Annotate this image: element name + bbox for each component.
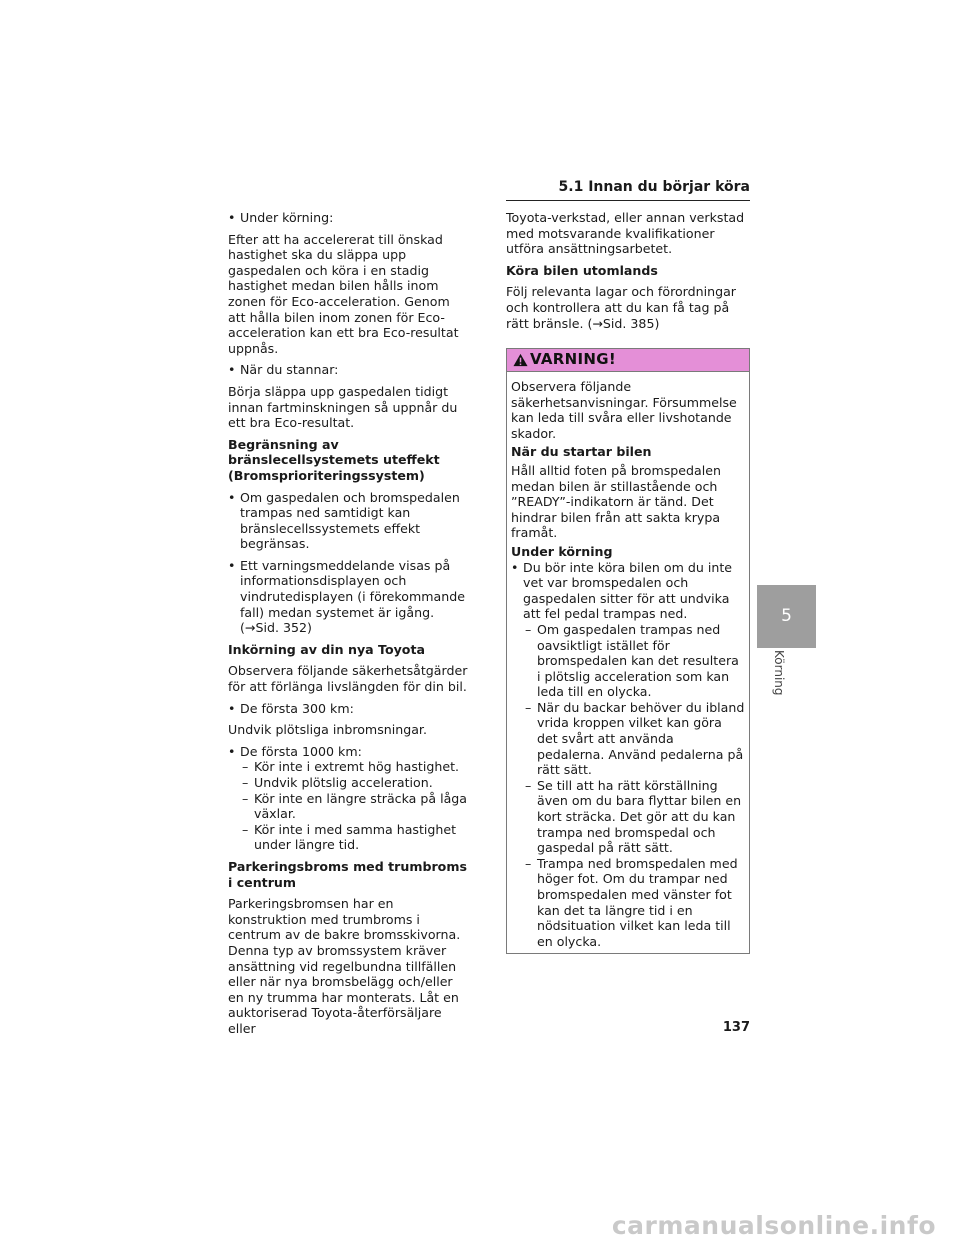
- paragraph-eco-acceleration: Efter att ha accelererat till önskad hastighet ska du släppa upp gaspedalen och köra i en stadig hastighet medan bilen hålls inom zonen för Eco-acceleration. Genom att hålla bilen inom zonen för Eco-acceleration kan ett bra Eco-resultat uppnås.: [228, 231, 459, 356]
- warning-triangle-icon: [513, 353, 528, 367]
- paragraph-utomlands: Följ relevanta lagar och förordningar och kontrollera att du kan få tag på rätt bränsle. (→Sid. 385): [506, 284, 736, 331]
- warning-heading-korning: Under körning: [511, 543, 613, 559]
- warning-body: [507, 372, 749, 953]
- heading-bromsprioritering: Begränsning av bränslecellsystemets uteffekt (Bromsprioriteringssystem): [228, 436, 440, 483]
- dash-item: – Kör inte i med samma hastighet under längre tid.: [228, 822, 468, 853]
- warning-dash-item: – Trampa ned bromspedalen med höger fot. Om du trampar ned bromspedalen med vänster fot kan det ta längre tid i en nödsituation vilket kan leda till en olycka.: [511, 856, 745, 950]
- section-title: 5.1 Innan du börjar köra: [558, 179, 750, 195]
- page-number: 137: [722, 1020, 750, 1035]
- paragraph-parkeringsbroms: Parkeringsbromsen har en konstruktion med trumbroms i centrum av de bakre bromsskivorna. Denna typ av bromssystem kräver ansättning vid regelbundna tillfällen eller när nya bromsbelägg och/eller en ny trumma har monterats. Låt en auktoriserad Toyota-återförsäljare eller: [228, 896, 461, 1036]
- paragraph-verkstad: Toyota-verkstad, eller annan verkstad med motsvarande kvalifikationer utföra ansättningsarbetet.: [506, 210, 745, 257]
- bullet-forsta-1000-km: • De första 1000 km:: [228, 744, 468, 760]
- warning-dash-item: – Om gaspedalen trampas ned oavsiktligt istället för bromspedalen kan det resultera i plötslig acceleration som kan leda till en olycka.: [511, 622, 745, 700]
- paragraph-sakerhetsatgarder: Observera följande säkerhetsåtgärder för att förlänga livslängden för din bil.: [228, 663, 468, 695]
- chapter-number: 5: [781, 605, 792, 626]
- dash-item: – Kör inte en längre sträcka på låga växlar.: [228, 791, 468, 822]
- right-column: [506, 210, 750, 337]
- paragraph-eco-resultat: Börja släppa upp gaspedalen tidigt innan fartminskningen så uppnår du ett bra Eco-resultat.: [228, 383, 458, 431]
- warning-title: VARNING!: [530, 350, 616, 369]
- chapter-label: Körning: [772, 650, 786, 696]
- watermark: carmanualsonline.info: [611, 1211, 936, 1241]
- warning-dash-item: – När du backar behöver du ibland vrida kroppen vilket kan göra det svårt att använda pedalerna. Använd pedalerna på rätt sätt.: [511, 700, 745, 778]
- heading-parkeringsbroms: Parkeringsbroms med trumbroms i centrum: [228, 858, 467, 890]
- bullet-under-korning: • Under körning:: [228, 210, 468, 226]
- bullet-nar-du-stannar: • När du stannar:: [228, 362, 468, 378]
- bullet-forsta-300-km: • De första 300 km:: [228, 701, 468, 717]
- bullet-effekt-begransas: • Om gaspedalen och bromspedalen trampas ned samtidigt kan bränslecellssystemets effekt begränsas.: [228, 490, 468, 552]
- page-header: [506, 178, 750, 201]
- warning-bullet: • Du bör inte köra bilen om du inte vet var bromspedalen och gaspedalen sitter för att undvika att fel pedal trampas ned.: [511, 560, 745, 622]
- warning-heading-start: När du startar bilen: [511, 444, 652, 460]
- chapter-tab: [757, 585, 816, 648]
- warning-box: [506, 348, 750, 954]
- warning-paragraph-start: Håll alltid foten på bromspedalen medan bilen är stillastående och ”READY”-indikatorn är tänd. Det hindrar bilen från att sakta krypa framåt.: [511, 462, 721, 541]
- left-column: [228, 210, 468, 1043]
- dash-item: – Undvik plötslig acceleration.: [228, 775, 468, 791]
- paragraph-inbromsningar: Undvik plötsliga inbromsningar.: [228, 722, 427, 738]
- warning-intro: Observera följande säkerhetsanvisningar. Försummelse kan leda till svåra eller livshotande skador.: [511, 379, 737, 441]
- warning-header: [507, 349, 749, 372]
- dash-list: [228, 759, 468, 853]
- heading-utomlands: Köra bilen utomlands: [506, 262, 658, 278]
- dash-item: – Kör inte i extremt hög hastighet.: [228, 759, 468, 775]
- heading-inkorning: Inkörning av din nya Toyota: [228, 641, 425, 657]
- bullet-varningsmeddelande: • Ett varningsmeddelande visas på informationsdisplayen och vindrutedisplayen (i förekommande fall) medan systemet är igång. (→Sid. 352): [228, 558, 468, 636]
- warning-dash-item: – Se till att ha rätt körställning även om du bara flyttar bilen en kort sträcka. Det gör att du kan trampa ned bromspedal och gaspedal på rätt sätt.: [511, 778, 745, 856]
